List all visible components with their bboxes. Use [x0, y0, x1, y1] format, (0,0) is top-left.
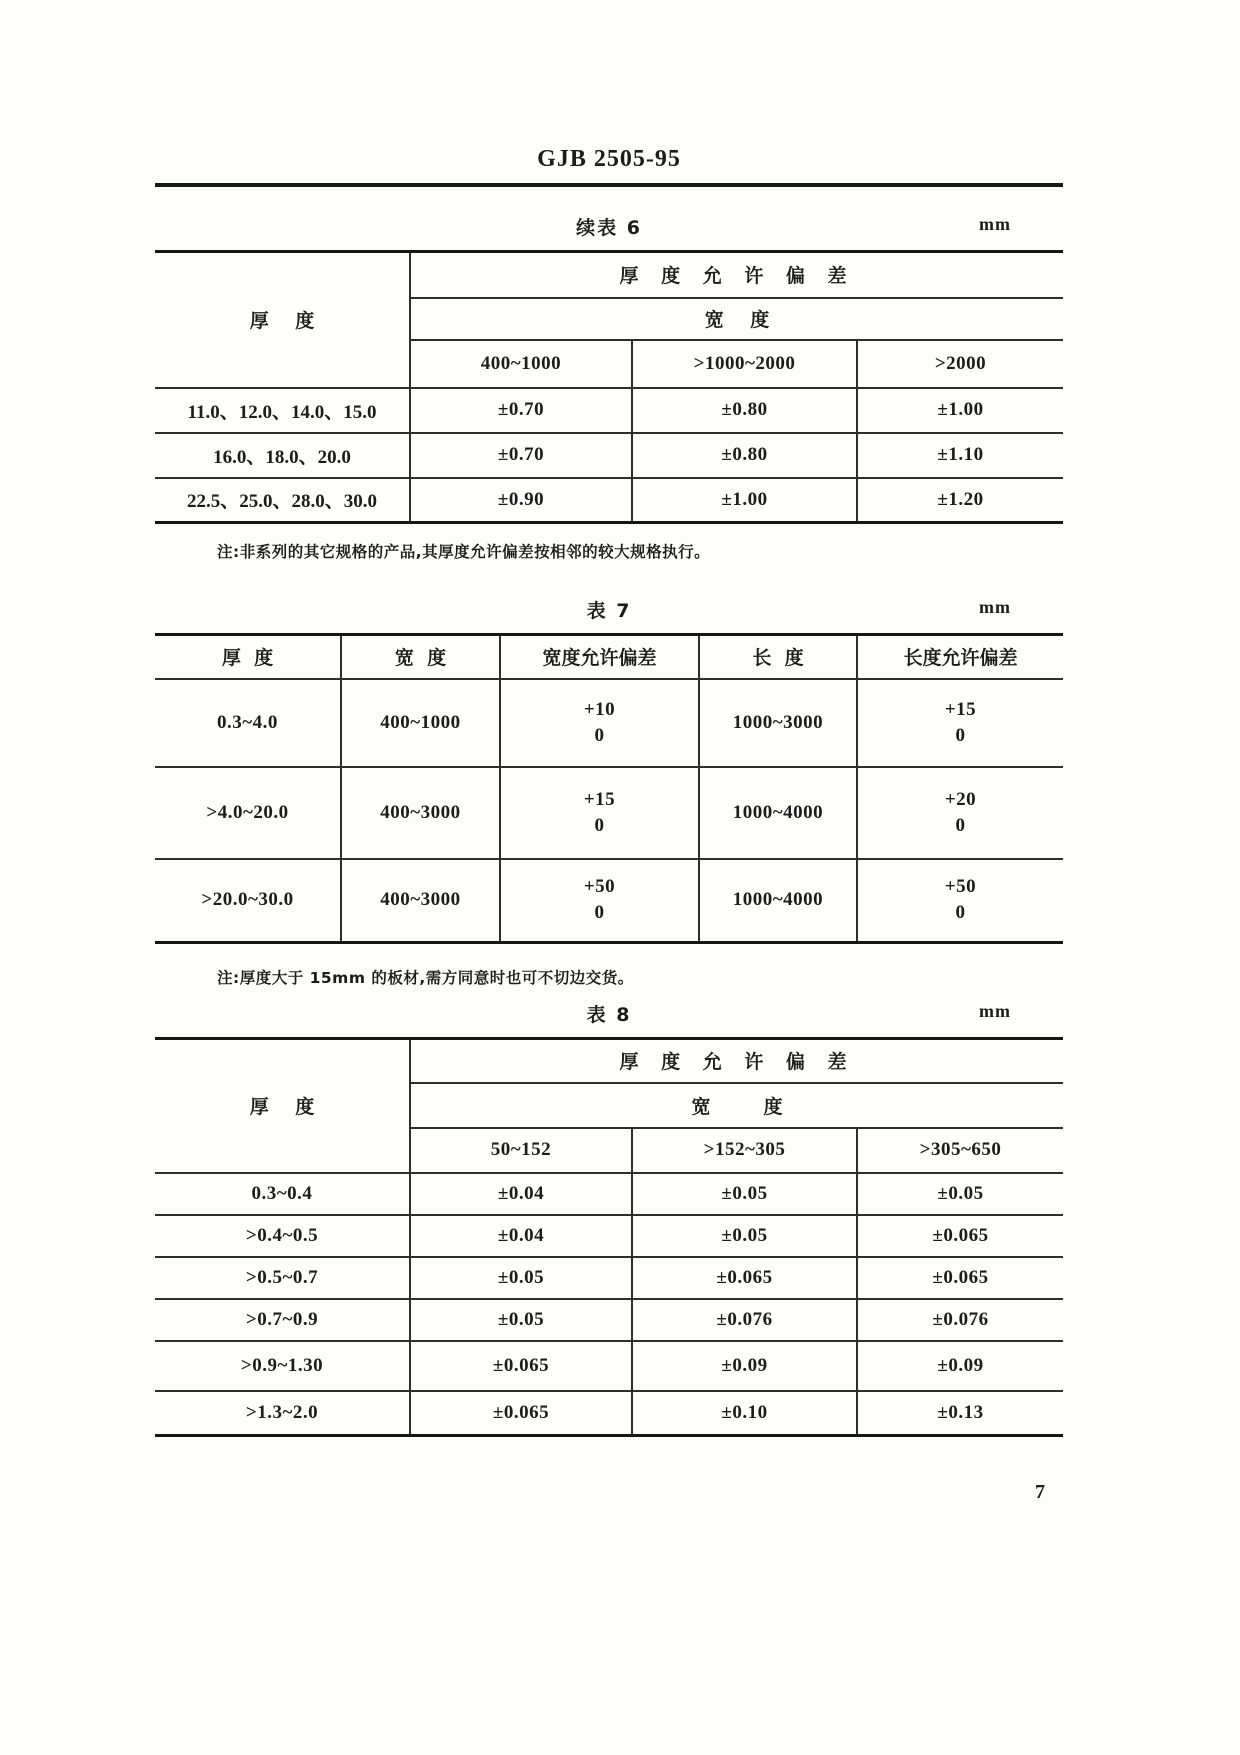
width-range-cell: 400~1000 [341, 679, 500, 767]
tolerance-value-cell: ±0.70 [410, 433, 632, 478]
deviation-upper: +15 [944, 698, 977, 720]
length-range-cell: 1000~4000 [699, 767, 857, 859]
table-7-length-header-cell: 长 度 [699, 635, 857, 679]
tolerance-value-cell: ±0.065 [410, 1391, 632, 1436]
deviation-upper: +50 [583, 876, 616, 898]
tolerance-value-cell: ±0.05 [857, 1173, 1063, 1215]
table-7-caption-row [155, 596, 1063, 623]
table-8-data-row [155, 1391, 1063, 1436]
thickness-range-cell: 16.0、18.0、20.0 [155, 433, 410, 478]
tolerance-value-cell: ±0.90 [410, 478, 632, 523]
table-7-data-row [155, 679, 1063, 767]
tolerance-value-cell: ±0.80 [632, 433, 857, 478]
table-7-unit-label: mm [979, 597, 1011, 617]
table-7-width-header-cell: 宽 度 [341, 635, 500, 679]
table-7-thickness-header-cell: 厚 度 [155, 635, 341, 679]
thickness-range-cell: 11.0、12.0、14.0、15.0 [155, 388, 410, 433]
deviation-stack [858, 874, 1063, 926]
tolerance-value-cell: ±0.70 [410, 388, 632, 433]
deviation-upper: +20 [944, 788, 977, 810]
table-6-header-row-1 [155, 252, 1063, 298]
tolerance-value-cell: ±0.065 [857, 1215, 1063, 1257]
deviation-stack [858, 697, 1063, 749]
table-7-caption: 表 7 [586, 600, 632, 622]
table-8-caption-row [155, 1000, 1063, 1027]
table-7-header-row [155, 635, 1063, 679]
width-deviation-cell [500, 859, 699, 943]
thickness-range-cell: 0.3~0.4 [155, 1173, 410, 1215]
tolerance-value-cell: ±1.10 [857, 433, 1063, 478]
table-6-width-header-cell: 宽 度 [410, 298, 1063, 340]
table-7-width-dev-header-cell: 宽度允许偏差 [500, 635, 699, 679]
table-8-width-col-header: >152~305 [632, 1128, 857, 1173]
thickness-range-cell: >4.0~20.0 [155, 767, 341, 859]
width-deviation-cell [500, 767, 699, 859]
table-6-caption-row [155, 213, 1063, 240]
tolerance-value-cell: ±0.04 [410, 1215, 632, 1257]
deviation-stack [858, 787, 1063, 839]
tolerance-value-cell: ±0.09 [632, 1341, 857, 1391]
deviation-lower: 0 [955, 724, 966, 746]
tolerance-value-cell: ±0.065 [632, 1257, 857, 1299]
deviation-lower: 0 [955, 902, 966, 924]
table-8-width-col-header: >305~650 [857, 1128, 1063, 1173]
thickness-range-cell: >1.3~2.0 [155, 1391, 410, 1436]
table-8-data-row [155, 1299, 1063, 1341]
table-8-unit-label: mm [979, 1001, 1011, 1021]
tolerance-value-cell: ±0.076 [857, 1299, 1063, 1341]
table-8-data-row [155, 1173, 1063, 1215]
page-content [155, 0, 1063, 1504]
table-6-width-col-header: >2000 [857, 340, 1063, 388]
table-6-data-row [155, 388, 1063, 433]
table-8-header-row-1 [155, 1039, 1063, 1083]
length-range-cell: 1000~3000 [699, 679, 857, 767]
length-deviation-cell [857, 679, 1063, 767]
deviation-lower: 0 [594, 902, 605, 924]
thickness-range-cell: >0.5~0.7 [155, 1257, 410, 1299]
tolerance-value-cell: ±0.05 [632, 1173, 857, 1215]
tolerance-value-cell: ±0.04 [410, 1173, 632, 1215]
page-number: 7 [1035, 1481, 1045, 1503]
table-8-data-row [155, 1341, 1063, 1391]
thickness-range-cell: >20.0~30.0 [155, 859, 341, 943]
tolerance-value-cell: ±0.076 [632, 1299, 857, 1341]
table-7-length-dev-header-cell: 长度允许偏差 [857, 635, 1063, 679]
thickness-range-cell: 22.5、25.0、28.0、30.0 [155, 478, 410, 523]
deviation-stack [501, 697, 698, 749]
doc-number-heading: GJB 2505-95 [537, 146, 681, 172]
table-8-data-row [155, 1257, 1063, 1299]
width-range-cell: 400~3000 [341, 859, 500, 943]
table-6-note: 注:非系列的其它规格的产品,其厚度允许偏差按相邻的较大规格执行。 [217, 543, 711, 561]
table-6-data-row [155, 433, 1063, 478]
table-6-unit-label: mm [979, 214, 1011, 234]
tolerance-value-cell: ±0.80 [632, 388, 857, 433]
tolerance-value-cell: ±0.13 [857, 1391, 1063, 1436]
tolerance-value-cell: ±1.20 [857, 478, 1063, 523]
table-7-note: 注:厚度大于 15mm 的板材,需方同意时也可不切边交货。 [217, 969, 634, 987]
tolerance-value-cell: ±1.00 [857, 388, 1063, 433]
table-6-data-row [155, 478, 1063, 523]
table-6-thickness-header-cell: 厚 度 [155, 252, 410, 388]
deviation-lower: 0 [955, 814, 966, 836]
deviation-upper: +15 [583, 788, 616, 810]
table-8-width-header-cell: 宽 度 [410, 1083, 1063, 1128]
thickness-range-cell: >0.7~0.9 [155, 1299, 410, 1341]
table-8-caption: 表 8 [586, 1004, 632, 1026]
thickness-range-cell: >0.4~0.5 [155, 1215, 410, 1257]
table-6-width-col-header: >1000~2000 [632, 340, 857, 388]
deviation-upper: +50 [944, 876, 977, 898]
tolerance-value-cell: ±0.05 [410, 1299, 632, 1341]
table-7 [155, 633, 1063, 944]
deviation-lower: 0 [594, 814, 605, 836]
thickness-range-cell: 0.3~4.0 [155, 679, 341, 767]
table-6-tolerance-header-cell: 厚 度 允 许 偏 差 [410, 252, 1063, 298]
tolerance-value-cell: ±0.05 [632, 1215, 857, 1257]
width-range-cell: 400~3000 [341, 767, 500, 859]
table-6-caption: 续表 6 [576, 217, 642, 239]
deviation-upper: +10 [583, 698, 616, 720]
table-7-data-row [155, 859, 1063, 943]
table-6-width-col-header: 400~1000 [410, 340, 632, 388]
table-8-tolerance-header-cell: 厚 度 允 许 偏 差 [410, 1039, 1063, 1083]
table-8-width-col-header: 50~152 [410, 1128, 632, 1173]
tolerance-value-cell: ±0.10 [632, 1391, 857, 1436]
deviation-stack [501, 787, 698, 839]
header-rule [155, 183, 1063, 187]
tolerance-value-cell: ±1.00 [632, 478, 857, 523]
deviation-lower: 0 [594, 724, 605, 746]
tolerance-value-cell: ±0.065 [857, 1257, 1063, 1299]
tolerance-value-cell: ±0.065 [410, 1341, 632, 1391]
tolerance-value-cell: ±0.05 [410, 1257, 632, 1299]
table-8-thickness-header-cell: 厚 度 [155, 1039, 410, 1173]
tolerance-value-cell: ±0.09 [857, 1341, 1063, 1391]
table-7-data-row [155, 767, 1063, 859]
length-deviation-cell [857, 859, 1063, 943]
deviation-stack [501, 874, 698, 926]
length-range-cell: 1000~4000 [699, 859, 857, 943]
width-deviation-cell [500, 679, 699, 767]
length-deviation-cell [857, 767, 1063, 859]
table-8 [155, 1037, 1063, 1437]
thickness-range-cell: >0.9~1.30 [155, 1341, 410, 1391]
table-6 [155, 250, 1063, 524]
table-8-data-row [155, 1215, 1063, 1257]
